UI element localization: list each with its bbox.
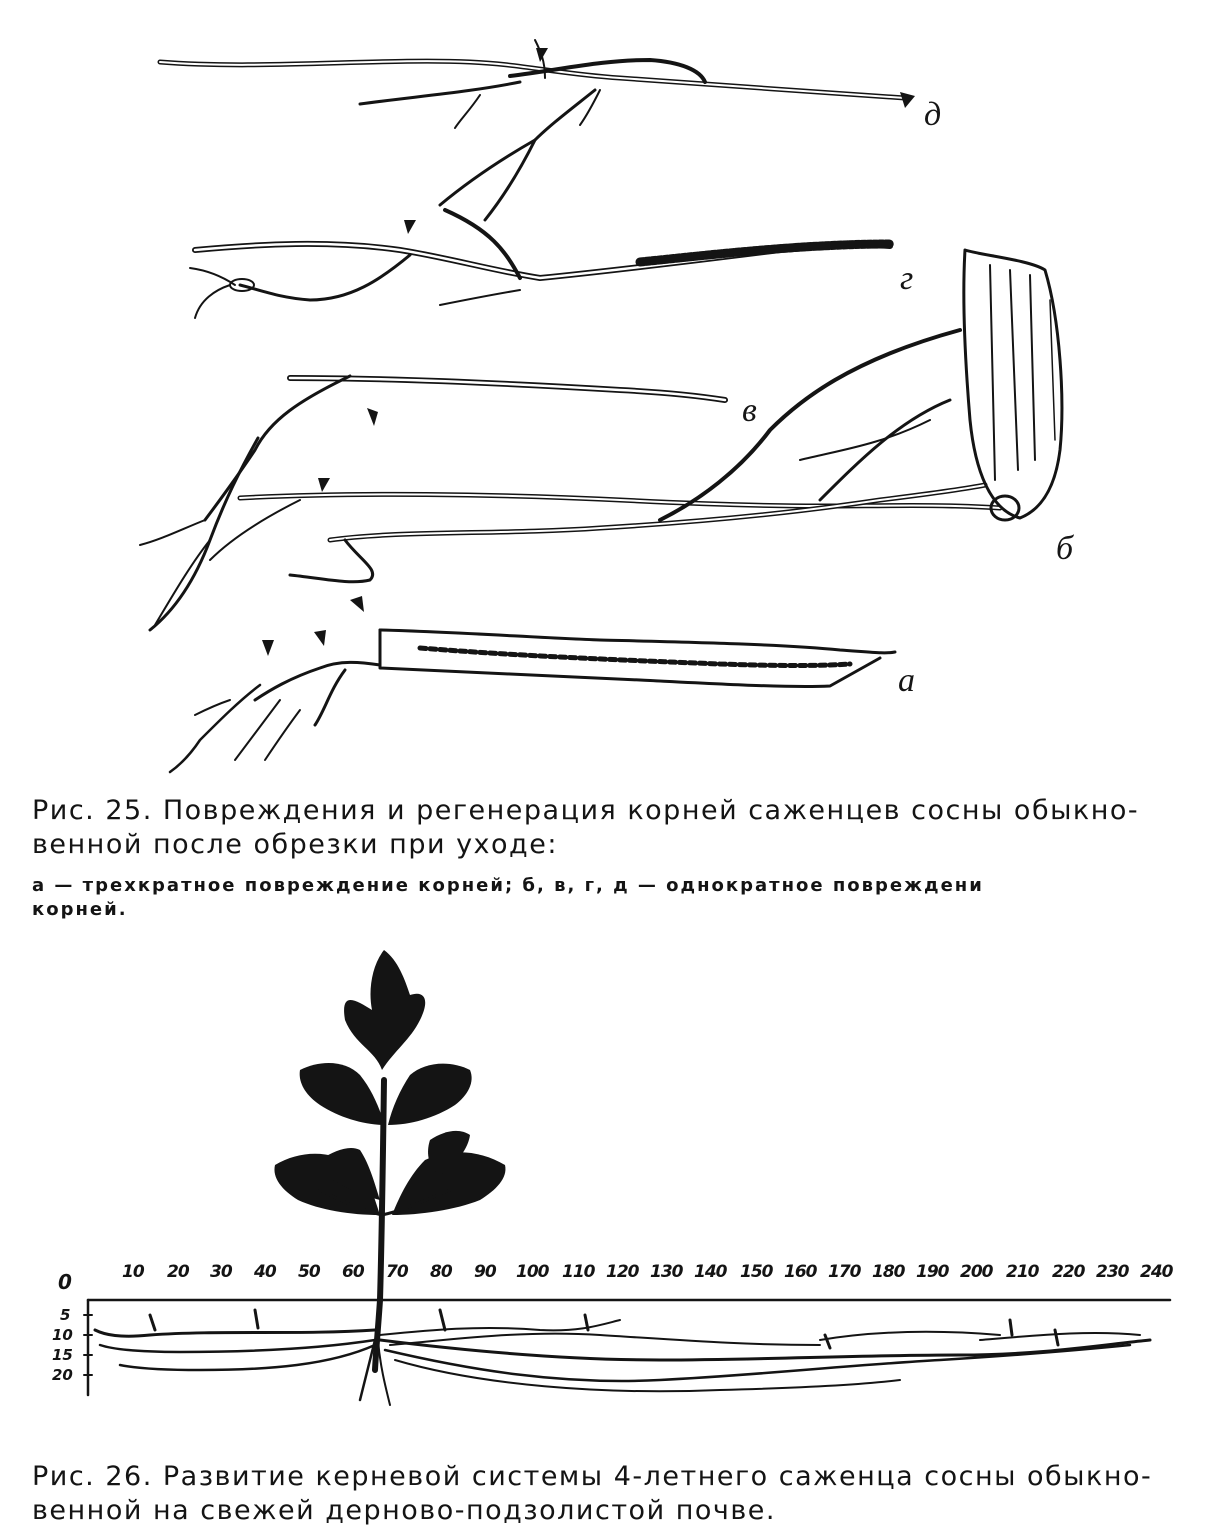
figure-26-caption-line2: венной на свежей дерново-подзолистой почве. xyxy=(32,1495,776,1526)
tick-210: 210 xyxy=(1006,1262,1039,1282)
depth-5: 5 xyxy=(60,1306,71,1324)
tick-180: 180 xyxy=(872,1262,905,1282)
tick-190: 190 xyxy=(916,1262,949,1282)
tick-220: 220 xyxy=(1052,1262,1085,1282)
figure-25-caption-line2: венной после обрезки при уходе: xyxy=(32,829,558,860)
tick-70: 70 xyxy=(386,1262,408,1282)
tick-140: 140 xyxy=(694,1262,727,1282)
scale-origin: 0 xyxy=(58,1270,72,1294)
label-a: а xyxy=(898,662,915,699)
figure-25-caption-line1: Рис. 25. Повреждения и регенерация корней саженцев сосны обыкно- xyxy=(32,795,1140,826)
depth-20: 20 xyxy=(52,1366,73,1384)
tick-10: 10 xyxy=(122,1262,144,1282)
tick-110: 110 xyxy=(562,1262,595,1282)
figure-25-legend-line2: корней. xyxy=(32,899,128,920)
tick-240: 240 xyxy=(1140,1262,1173,1282)
tick-170: 170 xyxy=(828,1262,861,1282)
tick-230: 230 xyxy=(1096,1262,1129,1282)
tick-40: 40 xyxy=(254,1262,276,1282)
tick-30: 30 xyxy=(210,1262,232,1282)
figure-26-caption xyxy=(32,1460,1192,1528)
label-d: д xyxy=(924,96,942,133)
tick-120: 120 xyxy=(606,1262,639,1282)
tick-100: 100 xyxy=(516,1262,549,1282)
tick-50: 50 xyxy=(298,1262,320,1282)
label-b: б xyxy=(1056,530,1074,567)
figure-26-caption-line1: Рис. 26. Развитие кeрневой системы 4-летнего саженца сосны обыкно- xyxy=(32,1461,1153,1492)
tick-150: 150 xyxy=(740,1262,773,1282)
label-v: в xyxy=(742,392,757,429)
tick-60: 60 xyxy=(342,1262,364,1282)
tick-20: 20 xyxy=(167,1262,189,1282)
tick-160: 160 xyxy=(784,1262,817,1282)
tick-130: 130 xyxy=(650,1262,683,1282)
tick-80: 80 xyxy=(430,1262,452,1282)
figure-25-legend-line1: а — трехкратное повреждение корней; б, в, г, д — однократное повреждени xyxy=(32,875,984,896)
tick-200: 200 xyxy=(960,1262,993,1282)
depth-15: 15 xyxy=(52,1346,73,1364)
tick-90: 90 xyxy=(474,1262,496,1282)
depth-10: 10 xyxy=(52,1326,73,1344)
label-g: г xyxy=(900,260,914,297)
